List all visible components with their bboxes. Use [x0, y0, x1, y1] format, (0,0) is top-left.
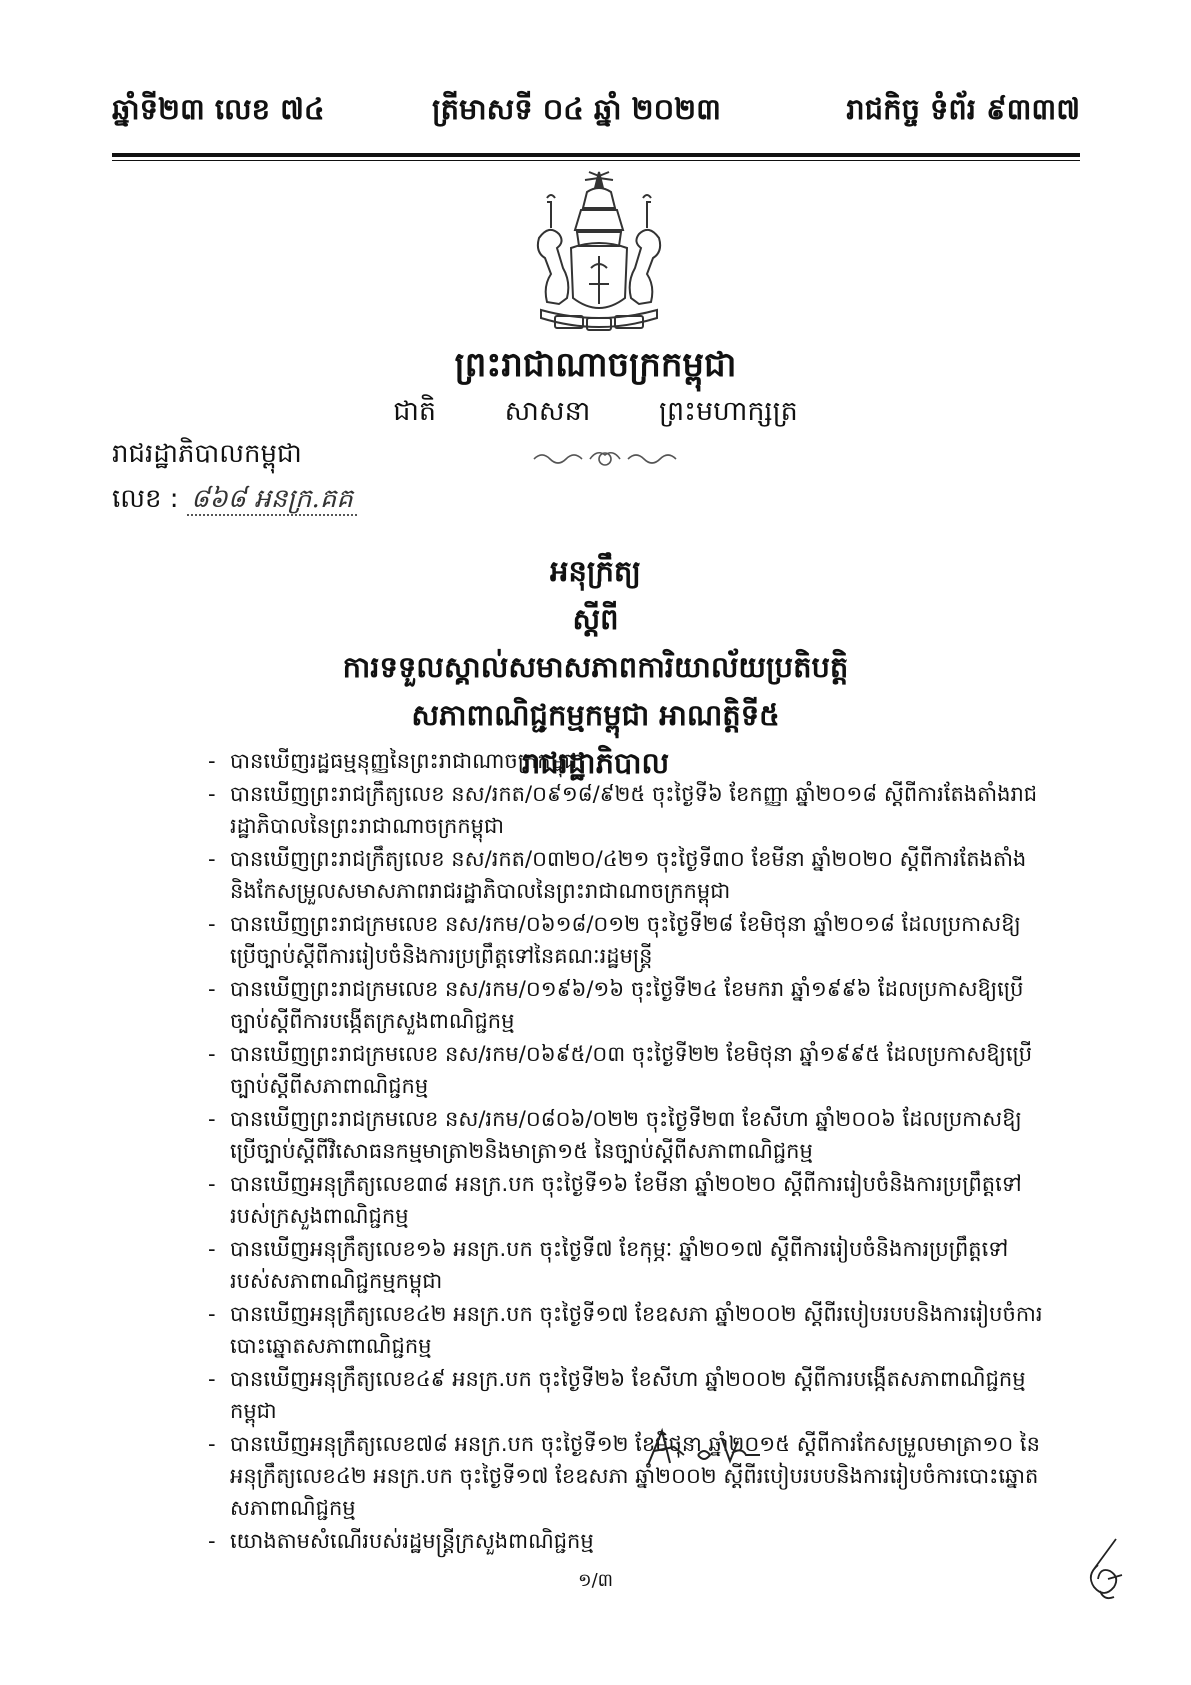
gazette-year-issue: ឆ្នាំទី២៣ លេខ ៧៤: [112, 92, 325, 126]
title-sub-decree: អនុក្រឹត្យ: [550, 554, 641, 588]
list-item: - បានឃើញអនុក្រឹត្យលេខ៣៨ អនក្រ.បក ចុះថ្ងៃទី១៦ ខែមីនា ឆ្នាំ២០២០ ស្តីពីការរៀបចំនិងការប្រព្រឹត្តទៅរបស់ក្រសួងពាណិជ្ជកម្ម: [208, 1168, 1043, 1232]
document-number: [112, 482, 357, 520]
list-item: - បានឃើញព្រះរាជក្រមលេខ នស/រកម/០១៩៦/១៦ ចុះថ្ងៃទី២៤ ខែមករា ឆ្នាំ១៩៩៦ ដែលប្រកាសឱ្យប្រើច្បាប់ស្តីពីការបង្កើតក្រសួងពាណិជ្ជកម្ម: [208, 973, 1043, 1037]
title-subject-line-1: ការទទួលស្គាល់សមាសភាពការិយាល័យប្រតិបត្តិ: [342, 650, 849, 684]
list-item: - យោងតាមសំណើរបស់រដ្ឋមន្ត្រីក្រសួងពាណិជ្ជកម្ម: [208, 1525, 1043, 1557]
list-item: - បានឃើញអនុក្រឹត្យលេខ១៦ អនក្រ.បក ចុះថ្ងៃទី៧ ខែកុម្ភៈ ឆ្នាំ២០១៧ ស្តីពីការរៀបចំនិងការប្រព្រឹត្តទៅរបស់សភាពាណិជ្ជកម្មកម្ពុជា: [208, 1233, 1043, 1297]
list-item: - បានឃើញព្រះរាជក្រមលេខ នស/រកម/០៦៩៥/០៣ ចុះថ្ងៃទី២២ ខែមិថុនា ឆ្នាំ១៩៩៥ ដែលប្រកាសឱ្យប្រើច្បាប់ស្តីពីសភាពាណិជ្ជកម្ម: [208, 1038, 1043, 1102]
list-item: - បានឃើញព្រះរាជក្រឹត្យលេខ នស/រកត/០៩១៨/៩២៥ ចុះថ្ងៃទី៦ ខែកញ្ញា ឆ្នាំ២០១៨ ស្តីពីការតែងតាំងរាជរដ្ឋាភិបាលនៃព្រះរាជាណាចក្រកម្ពុជា: [208, 778, 1043, 842]
list-item: - បានឃើញអនុក្រឹត្យលេខ៧៨ អនក្រ.បក ចុះថ្ងៃទី១២ ខែមិថុនា ឆ្នាំ២០១៥ ស្តីពីការកែសម្រួលមាត្រា១០ នៃអនុក្រឹត្យលេខ៤២ អនក្រ.បក ចុះថ្ងៃទី១៧ ខែឧសភា ឆ្នាំ២០០២ ស្តីពីរបៀបរបបនិងការរៀបចំការបោះឆ្នោតសភាពាណិជ្ជកម្ម: [208, 1428, 1043, 1524]
title-government: រាជរដ្ឋាភិបាល: [521, 746, 670, 780]
header-rule-thin: [112, 160, 1080, 161]
document-number-value: ៨៦៨ អនក្រ.គគ: [187, 484, 357, 516]
list-item: - បានឃើញរដ្ឋធម្មនុញ្ញនៃព្រះរាជាណាចក្រកម្ពុជា: [208, 745, 1043, 777]
page-number: ១/៣: [577, 1570, 614, 1591]
list-item: - បានឃើញព្រះរាជក្រមលេខ នស/រកម/០៦១៨/០១២ ចុះថ្ងៃទី២៨ ខែមិថុនា ឆ្នាំ២០១៨ ដែលប្រកាសឱ្យប្រើច្បាប់ស្តីពីការរៀបចំនិងការប្រព្រឹត្តទៅនៃគណៈរដ្ឋមន្ត្រី: [208, 908, 1043, 972]
issuing-authority: រាជរដ្ឋាភិបាលកម្ពុជា: [112, 439, 302, 469]
gazette-header: [112, 92, 1080, 142]
kingdom-name: ព្រះរាជាណាចក្រកម្ពុជា: [454, 345, 737, 385]
handwritten-signature-icon: [1078, 1535, 1128, 1605]
motto-king: ព្រះមហាក្សត្រ: [658, 396, 798, 427]
gazette-quarter: ត្រីមាសទី ០៤ ឆ្នាំ ២០២៣: [432, 92, 721, 126]
motto-nation: ជាតិ: [393, 396, 437, 427]
document-number-label: លេខ :: [112, 484, 179, 514]
royal-coat-of-arms-icon: [511, 168, 687, 344]
handwritten-initials-icon: [640, 1425, 790, 1473]
list-item: - បានឃើញព្រះរាជក្រឹត្យលេខ នស/រកត/០៣២០/៤២១ ចុះថ្ងៃទី៣០ ខែមីនា ឆ្នាំ២០២០ ស្តីពីការតែងតាំងនិងកែសម្រួលសមាសភាពរាជរដ្ឋាភិបាលនៃព្រះរាជាណាចក្រកម្ពុជា: [208, 843, 1043, 907]
national-motto: [0, 395, 1191, 434]
decorative-divider-icon: [530, 447, 680, 471]
gazette-page: រាជកិច្ច ទំព័រ ៩៣៣៧: [846, 92, 1080, 126]
title-on: ស្តីពី: [572, 602, 619, 636]
recitals-list: [208, 745, 1043, 1558]
title-subject-line-2: សភាពាណិជ្ជកម្មកម្ពុជា អាណត្តិទី៥: [411, 698, 780, 732]
header-rule-thick: [112, 153, 1080, 157]
list-item: - បានឃើញព្រះរាជក្រមលេខ នស/រកម/០៨០៦/០២២ ចុះថ្ងៃទី២៣ ខែសីហា ឆ្នាំ២០០៦ ដែលប្រកាសឱ្យប្រើច្បាប់ស្តីពីវិសោធនកម្មមាត្រា២និងមាត្រា១៥ នៃច្បាប់ស្តីពីសភាពាណិជ្ជកម្ម: [208, 1103, 1043, 1167]
motto-religion: សាសនា: [504, 396, 591, 427]
list-item: - បានឃើញអនុក្រឹត្យលេខ៤៩ អនក្រ.បក ចុះថ្ងៃទី២៦ ខែសីហា ឆ្នាំ២០០២ ស្តីពីការបង្កើតសភាពាណិជ្ជកម្មកម្ពុជា: [208, 1363, 1043, 1427]
list-item: - បានឃើញអនុក្រឹត្យលេខ៤២ អនក្រ.បក ចុះថ្ងៃទី១៧ ខែឧសភា ឆ្នាំ២០០២ ស្តីពីរបៀបរបបនិងការរៀបចំការបោះឆ្នោតសភាពាណិជ្ជកម្ម: [208, 1298, 1043, 1362]
